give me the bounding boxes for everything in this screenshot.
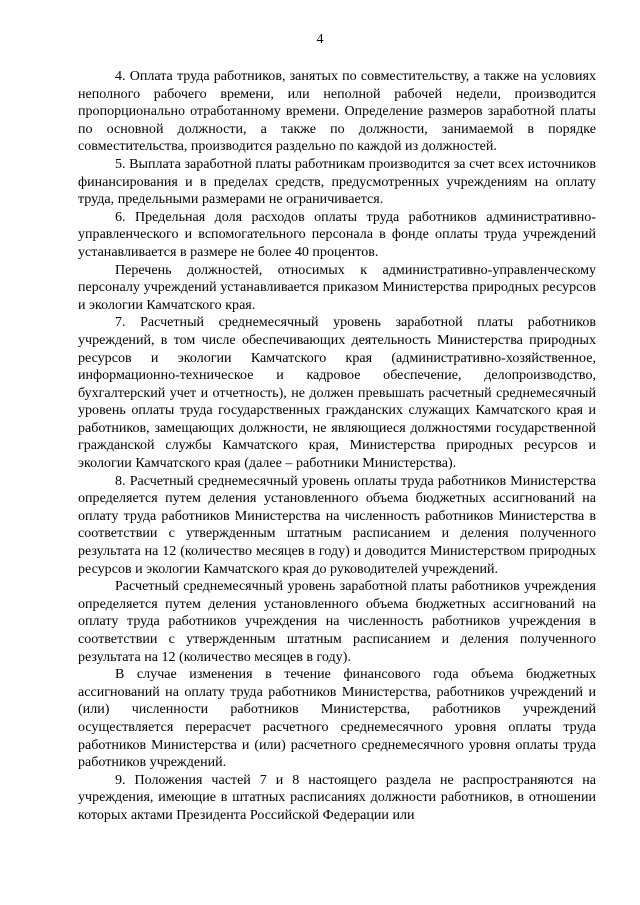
paragraph-8-recalculation: В случае изменения в течение финансового года объема бюджетных ассигнований на оплату труда работников Министерства, работников учреждений и (или) численности работников Министерства, работников учреждений осуществляется перерасчет расчетного среднемесячного уровня оплаты труда работников Министерства и (или) расчетного среднемесячного уровня оплаты труда работников учреждений. xyxy=(78,666,596,771)
paragraph-8-institution-level: Расчетный среднемесячный уровень заработной платы работников учреждения определяется путем деления установленного объема бюджетных ассигнований на оплату труда работников учреждения на численность работников учреждения в соответствии с утвержденным штатным расписанием и деления полученного результата на 12 (количество месяцев в году). xyxy=(78,578,596,665)
paragraph-7: 7. Расчетный среднемесячный уровень заработной платы работников учреждений, в том числе обеспечивающих деятельность Министерства природных ресурсов и экологии Камчатского края (административно-хозяйственное, информационно-техническое и кадровое обеспечение, делопроизводство, бухгалтерский учет и отчетность), не должен превышать расчетный среднемесячный уровень оплаты труда государственных гражданских служащих Камчатского края и работников, замещающих должности, не являющиеся должностями государственной гражданской службы Камчатского края, Министерства природных ресурсов и экологии Камчатского края (далее – работники Министерства). xyxy=(78,314,596,472)
paragraph-8: 8. Расчетный среднемесячный уровень оплаты труда работников Министерства определяется путем деления установленного объема бюджетных ассигнований на оплату труда работников Министерства на численность работников Министерства в соответствии с утвержденным штатным расписанием и деления полученного результата на 12 (количество месяцев в году) и доводится Министерством природных ресурсов и экологии Камчатского края до руководителей учреждений. xyxy=(78,472,596,577)
paragraph-5: 5. Выплата заработной платы работникам производится за счет всех источников финансирования и в пределах средств, предусмотренных учреждениям на оплату труда, предельными размерами не ограничивается. xyxy=(78,155,596,208)
paragraph-9: 9. Положения частей 7 и 8 настоящего раздела не распространяются на учреждения, имеющие в штатных расписаниях должности работников, в отношении которых актами Президента Российской Федерации или xyxy=(78,771,596,823)
page-number: 4 xyxy=(316,32,324,47)
paragraph-6-staff-list: Перечень должностей, относимых к административно-управленческому персоналу учреждений устанавливается приказом Министерства природных ресурсов и экологии Камчатского края. xyxy=(78,261,596,313)
document-body xyxy=(78,68,596,825)
paragraph-6: 6. Предельная доля расходов оплаты труда работников административно-управленческого и вспомогательного персонала в фонде оплаты труда учреждений устанавливается в размере не более 40 процентов. xyxy=(78,208,596,260)
paragraph-4: 4. Оплата труда работников, занятых по совместительству, а также на условиях неполного рабочего времени, или неполной рабочей недели, производится пропорционально отработанному времени. Определение размеров заработной платы по основной должности, а также по должности, занимаемой в порядке совместительства, производится раздельно по каждой из должностей. xyxy=(78,68,596,155)
